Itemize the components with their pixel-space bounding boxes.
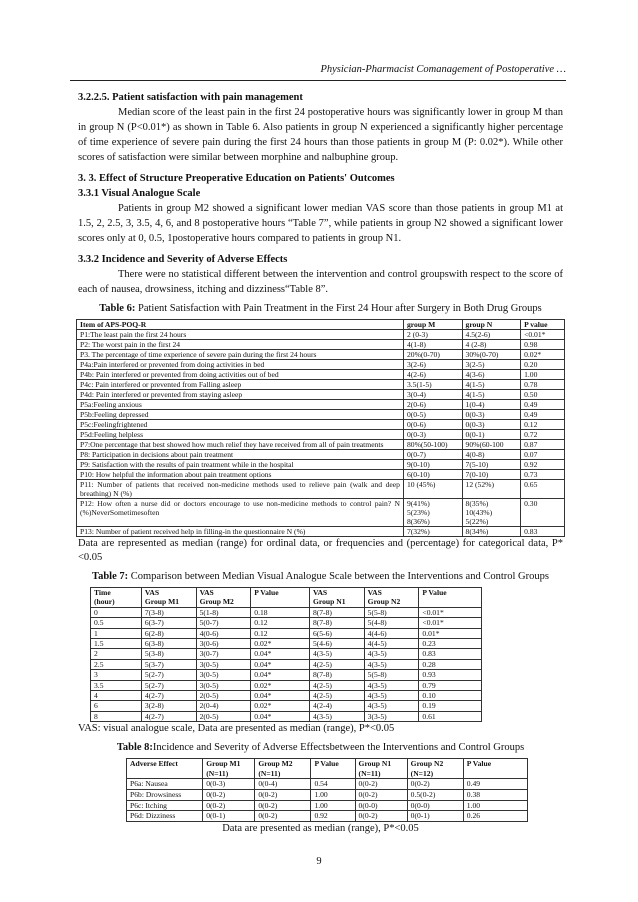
table7-row xyxy=(91,659,482,669)
table7-cell: 4 xyxy=(91,691,142,701)
body-text xyxy=(78,90,563,836)
table7-cell: <0.01* xyxy=(419,607,482,617)
table6-cell: 0.49 xyxy=(521,400,565,410)
table8-caption-text: Incidence and Severity of Adverse Effectsbetween the Interventions and Control Groups xyxy=(152,742,525,754)
table7-header-row xyxy=(91,588,482,608)
table6-row xyxy=(77,380,565,390)
table6-cell: 7(5-10) xyxy=(462,460,521,470)
table6-cell: 12 (52%) xyxy=(462,480,521,499)
table6-cell: P12: How often a nurse did or doctors encourage to use non-medicine methods to control pain? N (%)NeverSometimesoften xyxy=(77,499,404,527)
table6-cell: P4b: Pain interfered or prevented from doing activities out of bed xyxy=(77,370,404,380)
table6-cell: 0.12 xyxy=(521,420,565,430)
table6-cell: 3.5(1-5) xyxy=(403,380,462,390)
table6-cell: 0(0-1) xyxy=(462,430,521,440)
table7-cell: 5(2-7) xyxy=(141,680,196,690)
table6-cell: 1(0-4) xyxy=(462,400,521,410)
table8-cell: 0(0-2) xyxy=(407,779,463,790)
table6-row xyxy=(77,480,565,499)
table6-cell: 4(1-5) xyxy=(462,380,521,390)
table7-cell: 6(3-7) xyxy=(141,618,196,628)
table8-cell: 0(0-2) xyxy=(255,790,311,801)
table6-row xyxy=(77,400,565,410)
table6-cell: P8: Participation in decisions about pain treatment xyxy=(77,450,404,460)
table7-cell: 0.93 xyxy=(419,670,482,680)
table8-cell: P6d: Dizziness xyxy=(127,811,203,822)
table6-cell: 3(2-5) xyxy=(462,360,521,370)
table8-note: Data are presented as median (range), P*<0.05 xyxy=(222,822,419,834)
table8-cell: 0(0-1) xyxy=(203,811,255,822)
table7 xyxy=(90,587,482,722)
table6-row xyxy=(77,470,565,480)
table8-cell: 0.5(0-2) xyxy=(407,790,463,801)
table7-cell: 5(3-7) xyxy=(141,659,196,669)
table7-cell: 1.5 xyxy=(91,639,142,649)
table7-cell: 3(0-7) xyxy=(196,649,251,659)
table7-cell: 4(0-6) xyxy=(196,628,251,638)
table6-row xyxy=(77,527,565,537)
table6-cell: 0.65 xyxy=(521,480,565,499)
table8 xyxy=(126,758,528,822)
table7-cell: 0.02* xyxy=(251,701,310,711)
table6-cell: 0.50 xyxy=(521,390,565,400)
table7-cell: 3(3-5) xyxy=(364,711,419,721)
table7-cell: 0.04* xyxy=(251,691,310,701)
page-number: 9 xyxy=(316,856,322,867)
table7-cell: 4(3-5) xyxy=(364,659,419,669)
table7-cell: 0.04* xyxy=(251,670,310,680)
table8-cell: 0(0-4) xyxy=(255,779,311,790)
table6-row xyxy=(77,450,565,460)
table6-header-cell: Item of APS-POQ-R xyxy=(77,320,404,330)
table6-row xyxy=(77,390,565,400)
table7-row xyxy=(91,649,482,659)
table7-cell: 2.5 xyxy=(91,659,142,669)
table6-header-row xyxy=(77,320,565,330)
table6-cell: P5c:Feelingfrightened xyxy=(77,420,404,430)
table7-caption-label: Table 7: xyxy=(92,571,129,582)
table7-cell: 4(4-6) xyxy=(364,628,419,638)
table7-cell: 6(2-8) xyxy=(141,628,196,638)
table7-header-cell: P Value xyxy=(251,588,310,608)
table6-caption xyxy=(78,301,563,316)
table7-cell: 0.04* xyxy=(251,649,310,659)
table7-cell: 3(0-6) xyxy=(196,639,251,649)
table6-cell: 10 (45%) xyxy=(403,480,462,499)
table7-note: VAS: visual analogue scale, Data are presented as median (range), P*<0.05 xyxy=(78,723,395,735)
table6-cell: 0.87 xyxy=(521,440,565,450)
table7-cell: 0.10 xyxy=(419,691,482,701)
table6-cell: 4 (2-8) xyxy=(462,340,521,350)
table6-cell: 0.73 xyxy=(521,470,565,480)
table6-cell: P4d: Pain interfered or prevented from staying asleep xyxy=(77,390,404,400)
table8-row xyxy=(127,790,528,801)
table7-cell: 0.04* xyxy=(251,711,310,721)
section-paragraph-332: There were no statistical different between the intervention and control groupswith respect to the score of each of nausea, drowsiness, itching and dizziness“Table 8”. xyxy=(78,269,563,295)
table7-cell: 4(3-5) xyxy=(309,711,364,721)
table7-row xyxy=(91,691,482,701)
table7-cell: 0.19 xyxy=(419,701,482,711)
table7-cell: 4(2-5) xyxy=(309,691,364,701)
table6-cell: P5a:Feeling anxious xyxy=(77,400,404,410)
table8-header-cell: Adverse Effect xyxy=(127,759,203,779)
table7-cell: 0.12 xyxy=(251,618,310,628)
table7-cell: 4(2-4) xyxy=(309,701,364,711)
table8-cell: P6c: Itching xyxy=(127,800,203,811)
table7-cell: 8(7-8) xyxy=(309,670,364,680)
table6-cell: 0.98 xyxy=(521,340,565,350)
table6-cell: 0.07 xyxy=(521,450,565,460)
table7-cell: 4(3-5) xyxy=(364,649,419,659)
table6-row xyxy=(77,340,565,350)
section-heading-3225: 3.2.2.5. Patient satisfaction with pain management xyxy=(78,92,303,103)
table8-row xyxy=(127,811,528,822)
table7-cell: 6(3-8) xyxy=(141,639,196,649)
table7-cell: 0.83 xyxy=(419,649,482,659)
table7-cell: 0.23 xyxy=(419,639,482,649)
table6-cell: 1.00 xyxy=(521,370,565,380)
table6-cell: 9(0-10) xyxy=(403,460,462,470)
table6-cell: 30%(0-70) xyxy=(462,350,521,360)
table8-cell: 0(0-2) xyxy=(355,790,407,801)
table8-header-cell: Group M1 (N=11) xyxy=(203,759,255,779)
table8-caption xyxy=(78,740,563,755)
table8-cell: 0(0-3) xyxy=(203,779,255,790)
table7-cell: 4(2-5) xyxy=(309,680,364,690)
table8-cell: 0(0-2) xyxy=(203,800,255,811)
table6-cell: P11: Number of patients that received non-medicine methods used to relieve pain (walk and deep breathing) N (%) xyxy=(77,480,404,499)
table6-cell: P1:The least pain the first 24 hours xyxy=(77,330,404,340)
table7-row xyxy=(91,618,482,628)
table6-cell: 0(0-3) xyxy=(403,430,462,440)
section-heading-33: 3. 3. Effect of Structure Preoperative Education on Patients' Outcomes xyxy=(78,173,395,184)
table6-cell: 9(41%) 5(23%) 8(36%) xyxy=(403,499,462,527)
table7-cell: 0.02* xyxy=(251,680,310,690)
table6-cell: 4(1-8) xyxy=(403,340,462,350)
table6-cell: P3. The percentage of time experience of severe pain during the first 24 hours xyxy=(77,350,404,360)
table7-cell: 0.61 xyxy=(419,711,482,721)
table7-cell: 0.28 xyxy=(419,659,482,669)
running-head: Physician-Pharmacist Comanagement of Postoperative … xyxy=(320,64,566,75)
table7-cell: 3(0-5) xyxy=(196,680,251,690)
table7-cell: 0.5 xyxy=(91,618,142,628)
table7-cell: 0 xyxy=(91,607,142,617)
table7-header-cell: P Value xyxy=(419,588,482,608)
table6-row xyxy=(77,420,565,430)
table6-cell: P13: Number of patient received help in filling-in the questionnaire N (%) xyxy=(77,527,404,537)
table7-row xyxy=(91,628,482,638)
table8-cell: 0(0-2) xyxy=(255,811,311,822)
table6-cell: 7(32%) xyxy=(403,527,462,537)
table7-cell: 8(7-8) xyxy=(309,607,364,617)
table6-cell: P2: The worst pain in the first 24 xyxy=(77,340,404,350)
section-heading-332: 3.3.2 Incidence and Severity of Adverse Effects xyxy=(78,254,288,265)
table7-cell: 4(2-5) xyxy=(309,659,364,669)
table8-header-cell: P Value xyxy=(311,759,355,779)
table6-cell: P4a:Pain interfered or prevented from doing activities in bed xyxy=(77,360,404,370)
table6-cell: 0.78 xyxy=(521,380,565,390)
table8-cell: 0.38 xyxy=(463,790,527,801)
table7-cell: 0.12 xyxy=(251,628,310,638)
table6-cell: 8(35%) 10(43%) 5(22%) xyxy=(462,499,521,527)
table7-cell: 0.01* xyxy=(419,628,482,638)
table6-cell: 0.30 xyxy=(521,499,565,527)
table7-cell: 3(0-5) xyxy=(196,659,251,669)
table6-cell: P5b:Feeling depressed xyxy=(77,410,404,420)
table6-cell: 0.72 xyxy=(521,430,565,440)
table8-cell: 0.26 xyxy=(463,811,527,822)
section-paragraph-331: Patients in group M2 showed a significant lower median VAS score than those patients in group M1 at 1.5, 2, 2.5, 3, 3.5, 4, 6, and 8 postoperative hours “Table 7”, while patients in group N2 showed a significant lower scores only at 0, 0.5, 1postoperative hours compared to patients in group N1. xyxy=(78,203,563,244)
table7-header-cell: Time (hour) xyxy=(91,588,142,608)
table6-cell: 8(34%) xyxy=(462,527,521,537)
table6-cell: 3(0-4) xyxy=(403,390,462,400)
table6-row xyxy=(77,330,565,340)
table6-cell: 0(0-5) xyxy=(403,410,462,420)
table6-caption-label: Table 6: xyxy=(99,303,136,314)
table6-cell: 4(0-8) xyxy=(462,450,521,460)
header-rule xyxy=(70,80,566,81)
table7-cell: 5(4-6) xyxy=(309,639,364,649)
table8-cell: 0(0-2) xyxy=(355,811,407,822)
table6-cell: 90%(60-100 xyxy=(462,440,521,450)
table6-row xyxy=(77,440,565,450)
table6-row xyxy=(77,370,565,380)
table6-cell: 6(0-10) xyxy=(403,470,462,480)
table7-cell: <0.01* xyxy=(419,618,482,628)
table8-header-cell: Group M2 (N=11) xyxy=(255,759,311,779)
table7-cell: 8 xyxy=(91,711,142,721)
table6-row xyxy=(77,460,565,470)
table8-cell: 1.00 xyxy=(463,800,527,811)
table8-header-cell: P Value xyxy=(463,759,527,779)
table7-cell: 3(2-8) xyxy=(141,701,196,711)
table7-caption xyxy=(78,569,563,584)
table7-cell: 5(1-8) xyxy=(196,607,251,617)
table6-cell: 0(0-6) xyxy=(403,420,462,430)
table7-cell: 5(3-8) xyxy=(141,649,196,659)
table7-cell: 5(2-7) xyxy=(141,670,196,680)
table8-cell: 0.54 xyxy=(311,779,355,790)
table6-cell: P10: How helpful the information about pain treatment options xyxy=(77,470,404,480)
table6-cell: 0(0-7) xyxy=(403,450,462,460)
section-paragraph-3225: Median score of the least pain in the first 24 postoperative hours was significantly lower in group M than in group N (P<0.01*) as shown in Table 6. Also patients in group N experienced a significantly higher percentage of time experience of severe pain during the first 24 hours than those patients in group M (P: 0.02*). While other scores of satisfaction were similar between morphine and nalbuphine group. xyxy=(78,107,563,163)
table8-cell: 0(0-2) xyxy=(203,790,255,801)
table8-cell: P6b: Drowsiness xyxy=(127,790,203,801)
table7-cell: 3(0-5) xyxy=(196,670,251,680)
table7-cell: 0.02* xyxy=(251,639,310,649)
table6-cell: 4.5(2-6) xyxy=(462,330,521,340)
table6-cell: 2(0-6) xyxy=(403,400,462,410)
table8-cell: 1.00 xyxy=(311,790,355,801)
section-heading-331: 3.3.1 Visual Analogue Scale xyxy=(78,188,201,199)
table6-cell: 4(3-6) xyxy=(462,370,521,380)
table6-cell: P7:One percentage that best showed how much relief they have received from all of pain treatments xyxy=(77,440,404,450)
table7-header-cell: VAS Group N2 xyxy=(364,588,419,608)
table8-row xyxy=(127,779,528,790)
table6-cell: P5d:Feeling helpless xyxy=(77,430,404,440)
table7-header-cell: VAS Group N1 xyxy=(309,588,364,608)
table6-cell: 20%(0-70) xyxy=(403,350,462,360)
table7-cell: 4(3-5) xyxy=(364,701,419,711)
table7-cell: 8(7-8) xyxy=(309,618,364,628)
table7-cell: 5(5-8) xyxy=(364,607,419,617)
table7-cell: 6 xyxy=(91,701,142,711)
table7-cell: 3 xyxy=(91,670,142,680)
table7-row xyxy=(91,711,482,721)
table7-row xyxy=(91,680,482,690)
table6-cell: 4(1-5) xyxy=(462,390,521,400)
table7-cell: 4(3-5) xyxy=(309,649,364,659)
table7-cell: 2(0-5) xyxy=(196,711,251,721)
table6-header-cell: P value xyxy=(521,320,565,330)
table8-cell: 0.49 xyxy=(463,779,527,790)
table7-cell: 7(3-8) xyxy=(141,607,196,617)
table7-cell: 0.04* xyxy=(251,659,310,669)
table7-caption-text: Comparison between Median Visual Analogue Scale between the Interventions and Control Groups xyxy=(128,571,549,582)
table8-header-cell: Group N2 (N=12) xyxy=(407,759,463,779)
table6-cell: 0.83 xyxy=(521,527,565,537)
table6-row xyxy=(77,499,565,527)
table8-cell: 0(0-0) xyxy=(355,800,407,811)
table7-cell: 4(2-7) xyxy=(141,691,196,701)
table6-header-cell: group N xyxy=(462,320,521,330)
table6-cell: 0.49 xyxy=(521,410,565,420)
table7-row xyxy=(91,701,482,711)
table7-cell: 6(5-6) xyxy=(309,628,364,638)
table6-cell: 80%(50-100) xyxy=(403,440,462,450)
table6-cell: P4c: Pain interfered or prevented from Falling asleep xyxy=(77,380,404,390)
table6 xyxy=(76,319,565,537)
table8-cell: 0(0-1) xyxy=(407,811,463,822)
table8-row xyxy=(127,800,528,811)
table8-cell: 1.00 xyxy=(311,800,355,811)
table6-cell: 0.20 xyxy=(521,360,565,370)
table7-cell: 0.18 xyxy=(251,607,310,617)
table6-cell: 4(2-6) xyxy=(403,370,462,380)
table7-cell: 4(4-5) xyxy=(364,639,419,649)
table8-cell: 0(0-2) xyxy=(355,779,407,790)
table8-cell: 0(0-2) xyxy=(255,800,311,811)
table7-cell: 2 xyxy=(91,649,142,659)
table7-row xyxy=(91,607,482,617)
table7-cell: 4(3-5) xyxy=(364,680,419,690)
table8-header-cell: Group N1 (N=11) xyxy=(355,759,407,779)
table7-header-cell: VAS Group M1 xyxy=(141,588,196,608)
table7-cell: 5(0-7) xyxy=(196,618,251,628)
table8-cell: P6a: Nausea xyxy=(127,779,203,790)
table7-cell: 3.5 xyxy=(91,680,142,690)
table6-cell: <0.01* xyxy=(521,330,565,340)
table6-cell: 7(0-10) xyxy=(462,470,521,480)
table6-cell: P9: Satisfaction with the results of pain treatment while in the hospital xyxy=(77,460,404,470)
table7-row xyxy=(91,670,482,680)
table8-header-row xyxy=(127,759,528,779)
table6-cell: 0.92 xyxy=(521,460,565,470)
table8-caption-label: Table 8: xyxy=(116,742,153,754)
table6-note: Data are represented as median (range) for ordinal data, or frequencies and (percentage) for categorical data, P*<0.05 xyxy=(78,538,563,563)
table7-cell: 4(2-7) xyxy=(141,711,196,721)
table6-cell: 0(0-3) xyxy=(462,420,521,430)
table6-cell: 0(0-3) xyxy=(462,410,521,420)
table6-cell: 0.02* xyxy=(521,350,565,360)
table7-row xyxy=(91,639,482,649)
table7-cell: 4(3-5) xyxy=(364,691,419,701)
table7-header-cell: VAS Group M2 xyxy=(196,588,251,608)
table7-cell: 2(0-5) xyxy=(196,691,251,701)
table7-cell: 0.79 xyxy=(419,680,482,690)
table6-cell: 3(2-6) xyxy=(403,360,462,370)
table6-caption-text: Patient Satisfaction with Pain Treatment in the First 24 Hour after Surgery in Both Drug Groups xyxy=(135,303,542,314)
table6-row xyxy=(77,350,565,360)
table7-cell: 1 xyxy=(91,628,142,638)
table6-cell: 2 (0-3) xyxy=(403,330,462,340)
table7-cell: 5(4-8) xyxy=(364,618,419,628)
table8-cell: 0(0-0) xyxy=(407,800,463,811)
table6-row xyxy=(77,360,565,370)
table8-cell: 0.92 xyxy=(311,811,355,822)
table6-row xyxy=(77,430,565,440)
table7-cell: 2(0-4) xyxy=(196,701,251,711)
table7-cell: 5(5-8) xyxy=(364,670,419,680)
table6-row xyxy=(77,410,565,420)
table6-header-cell: group M xyxy=(403,320,462,330)
